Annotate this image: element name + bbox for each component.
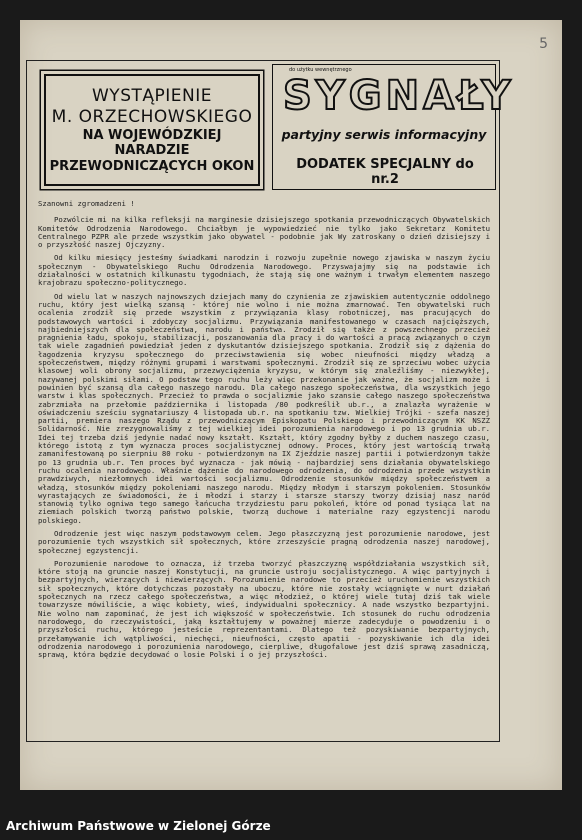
archive-footer: Archiwum Państwowe w Zielonej Górze: [6, 819, 271, 833]
paragraph: Pozwólcie mi na kilka refleksji na marginesie dzisiejszego spotkania przewodniczących Obywatelskich Komitetów Odrodzenia Narodowego. Chciałbym je wypowiedzieć nie tylko jako Sekretarz Komitetu Centralnego PZPR ale przede wszystkim jako obywatel - podobnie jak Wy zatroskany o dzień dzisiejszy i o przyszłość naszej Ojczyzny.: [38, 215, 490, 250]
paragraph: Od wielu lat w naszych najnowszych dziejach mamy do czynienia ze zjawiskiem autentycznie oddolnego ruchu, który jest wielką szansą - której nie wolno i nie można zmarnować. Ten obywatelski ruch ocalenia zrodził się przede wszystkim z przywiązania klasy robotniczej, mas pracujących do podstawowych wartości i zdobyczy socjalizmu. Przywiązania manifestowanego w czasach najcięższych, najbiedniejszych dla społeczeństwa, narodu i państwa. Zrodził się także z powszechnego przecież pragnienia ładu, spokoju, stabilizacji, poszanowania dla pracy i do wartości a pracą związanych o czym tak wiele zagadnień powiedział jeden z dyskutantów dzisiejszego spotkania. Zrodził się z dążenia do łagodzenia kryzysu społecznego do przeciwstawienia się wobec nieufności między władzą a społeczeństwem, między różnymi grupami i warstwami społecznymi. Zrodził się ze sprzeciwu wobec użycia klasowej woli obrony socjalizmu, przezwyciężenia kryzysu, w którym się znaleźliśmy - niezwykłej, nazywanej polskimi siłami. O podstaw tego ruchu leży więc przekonanie jak ważne, że socjalizm może i powinien być szansą dla całego naszego narodu. Dla całego naszego społeczeństwa, dla wszystkich jego warstw i klas społecznych. Przecież to prawda o socjalizmie jako szansie całego naszego społeczeństwa zabrzmiała na przełomie października i listopada /80 podkreślił ub.r., a znalazła wyrażenie w oświadczeniu sześciu sygnatariuszy 4 listopada ub.r. na spotkaniu tzw. Wielkiej Trójki - szefa naszej partii, premiera naszego Rządu z przewodniczącym Episkopatu Polskiego i przewodniczącym KK NSZZ Solidarność. Nie zrezygnowaliśmy z tej wielkiej idei porozumienia narodowego i po 13 grudnia ub.r. Idei tej trzeba dziś jedynie nadać nowy kształt. Kształt, który zgodny byłby z duchem naszego czasu, którego istotą z tym wyznacza proces socjalistycznej odnowy. Proces, który jest wartością trwałą zamanifestowaną po sierpniu 80 roku - potwierdzonym na IX Zjeździe naszej partii i potwierdzonym także po 13 grudnia ub.r. Ten proces być wyznacza - jak mówią - najbardziej sens działania obywatelskiego ruchu ocalenia narodowego. Właśnie dążenie do narodowego odrodzenia, do odrodzenia przede wszystkim prawdziwych, niezłomnych idei wartości socjalizmu. Odrodzenie stosunków między społeczeństwem a władzą, stosunków między pokoleniami naszego narodu. Między młodym i starszym pokoleniem. Stosunków wyrastających ze świadomości, że i młodzi i starzy i starsze starszy tworzy dzisiaj nasz naród stanowią tylko ogniwa tego samego łańcucha trzydziestu paru pokoleń, które od ponad tysiąca lat na ziemiach polskich tworzą państwo polskie, tworzą duchowe i materialne razy egzystencji narodu polskiego.: [38, 291, 490, 525]
heading-line-4: PRZEWODNICZĄCYCH OKON: [49, 159, 255, 174]
paragraph: Odrodzenie jest więc naszym podstawowym celem. Jego płaszczyzną jest porozumienie narodowe, jest porozumienie tych wszystkich sił społecznych, które zrzeszyście pragną odrodzenia naszej narodowej, społecznej egzystencji.: [38, 528, 490, 555]
masthead-box: [272, 64, 515, 190]
paragraph: Porozumienie narodowe to oznacza, iż trzeba tworzyć płaszczyznę współdziałania wszystkich sił, które stoją na gruncie naszej Konstytucji, na gruncie ustroju socjalistycznego. A więc partyjnych i bezpartyjnych, wierzących i niewierzących. Porozumienie narodowe to przecież uruchomienie wszystkich sił społecznych, które dotychczas pozostały na uboczu, które nie zostały wciągnięte w nurt działań społecznych na rzecz całego społeczeństwa, a więc młodzież, o której wiele tutaj dziś tak wiele towarzysze mówiliście, a więc kobiety, wieś, indywidualni społecznicy. A nade wszystko bezpartyjni. Nie wolno nam zapominać, że jest ich większość w społeczeństwie. Ich stosunek do ruchu odrodzenia narodowego, do rzeczywistości, jaką kształtujemy w poważnej mierze zadecyduje o powodzeniu i o przyszłości ruchu, którego jesteście reprezentantami. Dlatego też pozyskiwanie bezpartyjnych, przełamywanie ich wątpliwości, niechęci, nieufności, często apatii - pozyskiwanie ich dla idei odrodzenia narodowego i porozumienia narodowego, cierpliwe, długofalowe jest dziś sprawą zasadniczą, sprawą, która będzie decydować o losie Polski i o jej przyszłości.: [38, 558, 490, 660]
masthead-subtitle: partyjny serwis informacyjny: [281, 127, 487, 142]
heading-line-1: WYSTĄPIENIE: [92, 86, 212, 106]
article-body: [38, 200, 490, 664]
masthead-small-print: do użytku wewnętrznego: [289, 67, 352, 73]
salutation: Szanowni zgromadzeni !: [38, 199, 135, 208]
page-number: 5: [539, 36, 548, 52]
heading-line-2: M. ORZECHOWSKIEGO: [51, 107, 253, 127]
masthead-title: SYGNAŁY: [283, 73, 515, 119]
special-edition-label: DODATEK SPECJALNY do nr.2: [296, 157, 474, 187]
paragraph: Od kilku miesięcy jesteśmy świadkami narodzin i rozwoju zupełnie nowego zjawiska w naszym życiu społecznym - Obywatelskiego Ruchu Odrodzenia Narodowego. Przyswajajmy się na podstawie ich działalności w ostatnich kilkunastu tygodniach, że stają się one ważnym i trwałym elementem naszego krajobrazu społeczno-politycznego.: [38, 253, 490, 288]
heading-line-3: NA WOJEWÓDZKIEJ NARADZIE: [82, 128, 222, 158]
speech-heading-box: [44, 74, 260, 186]
